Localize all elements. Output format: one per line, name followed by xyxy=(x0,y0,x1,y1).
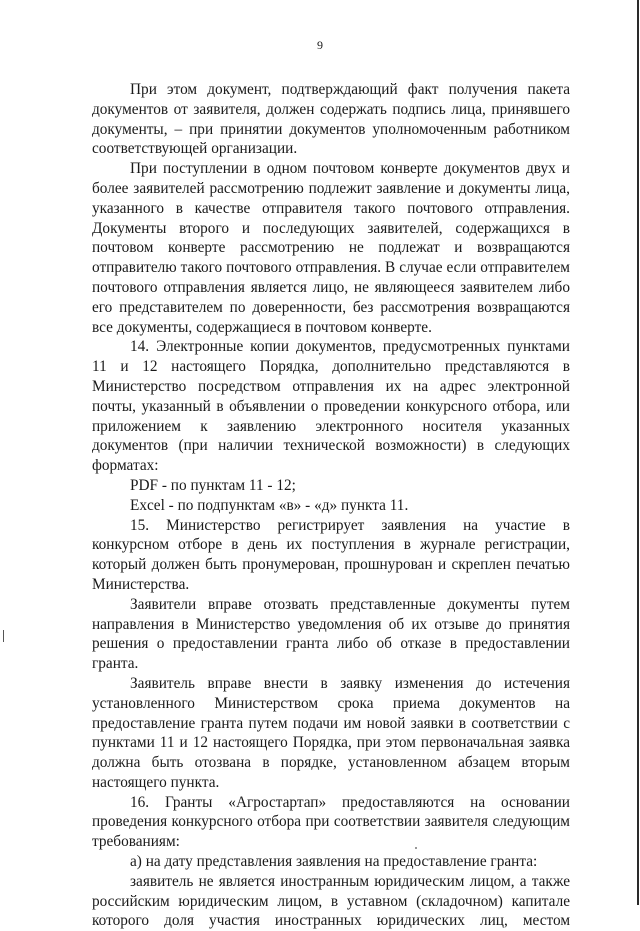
paragraph-document-signature: При этом документ, подтверждающий факт получения пакета документов от заявителя, должен содержать подпись лица, принявшего документы, – при принятии документов уполномоченным работником соответствующей организации. xyxy=(92,81,570,158)
paragraph-foreign-entity: заявитель не является иностранным юридическим лицом, а также российским юридическим лицом, в уставном (складочном) капитале которого доля участия иностранных юридических лиц, местом xyxy=(92,872,570,930)
paragraph-subitem-a: а) на дату представления заявления на предоставление гранта: xyxy=(130,853,538,871)
paragraph-item-16: 16. Гранты «Агростартап» предоставляются на основании проведения конкурсного отбора при соответствии заявителя следующим требованиям: xyxy=(92,793,570,851)
page-number: 9 xyxy=(317,38,323,52)
document-body xyxy=(92,80,570,931)
paragraph-pdf-format: PDF - по пунктам 11 - 12; xyxy=(130,476,296,494)
paragraph-amendment: Заявитель вправе внести в заявку изменения до истечения установленного Министерством срока приема документов на предоставление гранта путем подачи им новой заявки в соответствии с пунктами 11 и 12 настоящего Порядка, при этом первоначальная заявка должна быть отозвана в порядке, установленном абзацем вторым настоящего пункта. xyxy=(92,674,570,791)
paragraph-withdrawal: Заявители вправе отозвать представленные документы путем направления в Министерство уведомления об их отзыве до принятия решения о предоставлении гранта либо об отказе в предоставлении гранта. xyxy=(92,595,570,673)
paragraph-item-15: 15. Министерство регистрирует заявления на участие в конкурсном отборе в день их поступления в журнале регистрации, который должен быть пронумерован, прошнурован и скреплен печатью Министерства. xyxy=(92,516,570,593)
paragraph-postal-envelope: При поступлении в одном почтовом конверте документов двух и более заявителей рассмотрению подлежит заявление и документы лица, указанного в качестве отправителя такого почтового отправления. Документы второго и последующих заявителей, содержащихся в почтовом конверте рассмотрению не подлежат и возвращаются отправителю такого почтового отправления. В случае если отправителем почтового отправления является лицо, не являющееся заявителем либо его представителем по доверенности, без рассмотрения возвращаются все документы, содержащиеся в почтовом конверте. xyxy=(92,160,570,336)
scan-margin-mark xyxy=(3,630,4,642)
paragraph-excel-format: Excel - по подпунктам «в» - «д» пункта 11. xyxy=(130,496,409,514)
paragraph-item-14: 14. Электронные копии документов, предусмотренных пунктами 11 и 12 настоящего Порядка, дополнительно представляются в Министерство посредством отправления их на адрес электронной почты, указанный в объявлении о проведении конкурсного отбора, или приложением к заявлению электронного носителя указанных документов (при наличии технической возможности) в следующих форматах: xyxy=(92,338,570,475)
scan-edge-line xyxy=(637,0,639,905)
